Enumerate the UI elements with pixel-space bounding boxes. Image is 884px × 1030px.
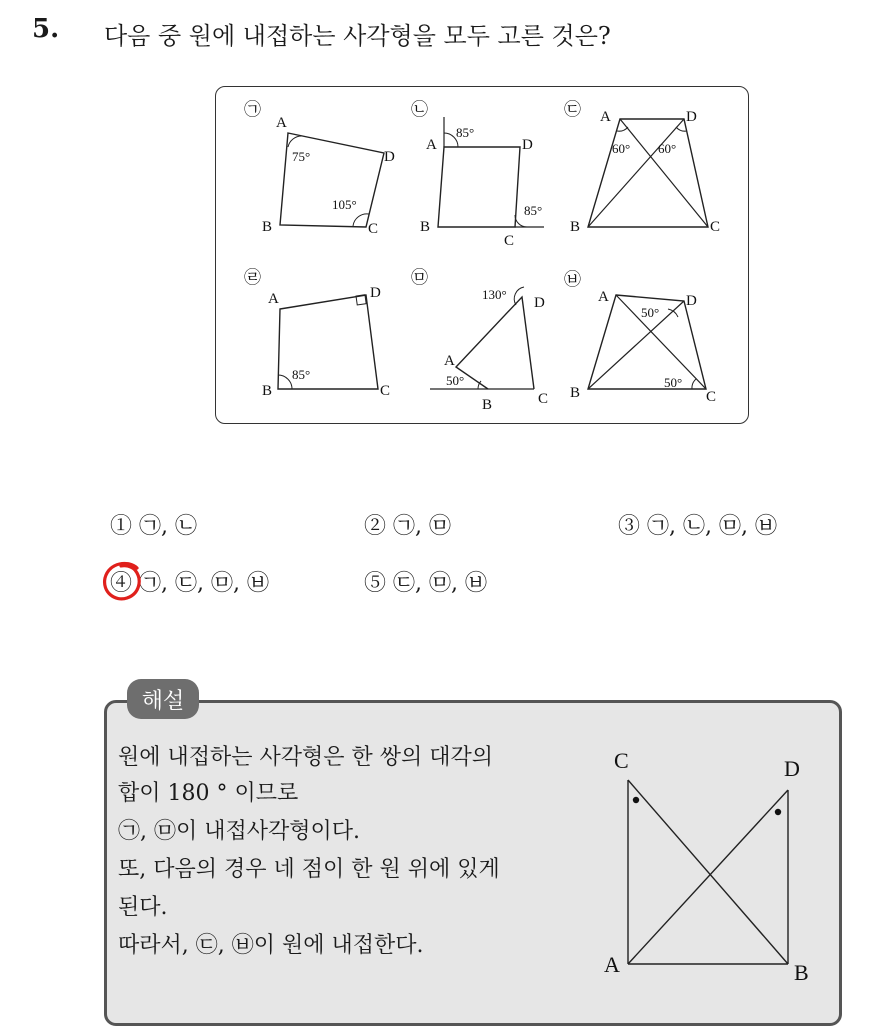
- choice-5-number: ⑤: [364, 571, 387, 596]
- fig5-vertex-c: C: [538, 391, 549, 407]
- fig1-vertex-d: D: [384, 149, 395, 165]
- figure-1: [244, 100, 395, 237]
- fig3-angle-1: 60°: [612, 141, 631, 156]
- fig3-vertex-d: D: [686, 109, 697, 125]
- fig5-vertex-b: B: [482, 397, 493, 413]
- choice-1-number: ①: [110, 514, 133, 539]
- figure-5-label: ㉤: [411, 268, 428, 287]
- answer-circle-mark: [101, 560, 147, 604]
- solution-line-2: 합이 180 ° 이므로: [118, 781, 299, 806]
- question-text: 다음 중 원에 내접하는 사각형을 모두 고른 것은?: [104, 22, 611, 50]
- fig3-vertex-b: B: [570, 219, 581, 235]
- sol-vertex-d: D: [784, 756, 800, 781]
- fig4-vertex-a: A: [268, 291, 279, 307]
- figure-6: [564, 270, 716, 405]
- fig4-vertex-b: B: [262, 383, 273, 399]
- sol-vertex-a: A: [604, 952, 620, 977]
- choice-1-text: ㉠, ㉡: [139, 514, 198, 539]
- fig2-angle-1: 85°: [456, 125, 475, 140]
- figure-5: [411, 268, 548, 413]
- solution-line-3: ㉠, ㉤이 내접사각형이다.: [118, 819, 360, 844]
- choice-4-text: ㉠, ㉢, ㉤, ㉥: [139, 571, 269, 596]
- solution-line-6: 따라서, ㉢, ㉥이 원에 내접한다.: [118, 933, 424, 958]
- solution-tag: 해설: [127, 679, 199, 719]
- fig2-angle-2: 85°: [524, 203, 543, 218]
- fig4-angle-1: 85°: [292, 367, 311, 382]
- fig3-angle-2: 60°: [658, 141, 677, 156]
- fig2-vertex-c: C: [504, 233, 515, 249]
- figure-panel: [215, 86, 749, 424]
- fig6-angle-2: 50°: [664, 375, 683, 390]
- fig6-vertex-a: A: [598, 289, 609, 305]
- sol-vertex-b: B: [794, 960, 809, 985]
- choice-2-text: ㉠, ㉤: [393, 514, 452, 539]
- fig1-angle-2: 105°: [332, 197, 357, 212]
- fig1-vertex-a: A: [276, 115, 287, 131]
- choice-5[interactable]: [364, 566, 487, 597]
- fig4-vertex-c: C: [380, 383, 391, 399]
- fig1-angle-1: 75°: [292, 149, 311, 164]
- fig1-vertex-c: C: [368, 221, 379, 237]
- figure-1-label: ㉠: [244, 100, 261, 119]
- question-number: 5.: [32, 14, 60, 44]
- fig3-vertex-c: C: [710, 219, 721, 235]
- solution-figure: [590, 740, 830, 990]
- fig5-angle-1: 130°: [482, 287, 507, 302]
- figure-3-label: ㉢: [564, 100, 581, 119]
- fig2-vertex-b: B: [420, 219, 431, 235]
- figure-6-label: ㉥: [564, 270, 581, 289]
- figure-4: [244, 268, 390, 399]
- fig1-vertex-b: B: [262, 219, 273, 235]
- choice-3-text: ㉠, ㉡, ㉤, ㉥: [647, 514, 777, 539]
- figures-svg: [216, 87, 748, 423]
- fig5-vertex-d: D: [534, 295, 545, 311]
- choice-2-number: ②: [364, 514, 387, 539]
- fig5-vertex-a: A: [444, 353, 455, 369]
- solution-line-5: 된다.: [118, 895, 168, 920]
- fig6-vertex-c: C: [706, 389, 717, 405]
- choice-1[interactable]: [110, 509, 197, 540]
- choice-2[interactable]: [364, 509, 451, 540]
- choice-3[interactable]: [618, 509, 777, 540]
- solution-line-1: 원에 내접하는 사각형은 한 쌍의 대각의: [118, 745, 493, 770]
- sol-vertex-c: C: [614, 748, 629, 773]
- figure-2-label: ㉡: [411, 100, 428, 119]
- figure-3: [564, 100, 720, 235]
- fig5-angle-2: 50°: [446, 373, 465, 388]
- choice-4-number: ④: [110, 571, 133, 596]
- solution-line-4: 또, 다음의 경우 네 점이 한 원 위에 있게: [118, 857, 500, 882]
- fig6-vertex-b: B: [570, 385, 581, 401]
- fig3-vertex-a: A: [600, 109, 611, 125]
- fig4-vertex-d: D: [370, 285, 381, 301]
- figure-2: [411, 100, 544, 249]
- choice-3-number: ③: [618, 514, 641, 539]
- fig6-vertex-d: D: [686, 293, 697, 309]
- choice-5-text: ㉢, ㉤, ㉥: [393, 571, 487, 596]
- fig2-vertex-d: D: [522, 137, 533, 153]
- figure-4-label: ㉣: [244, 268, 261, 287]
- fig2-vertex-a: A: [426, 137, 437, 153]
- fig6-angle-1: 50°: [641, 305, 660, 320]
